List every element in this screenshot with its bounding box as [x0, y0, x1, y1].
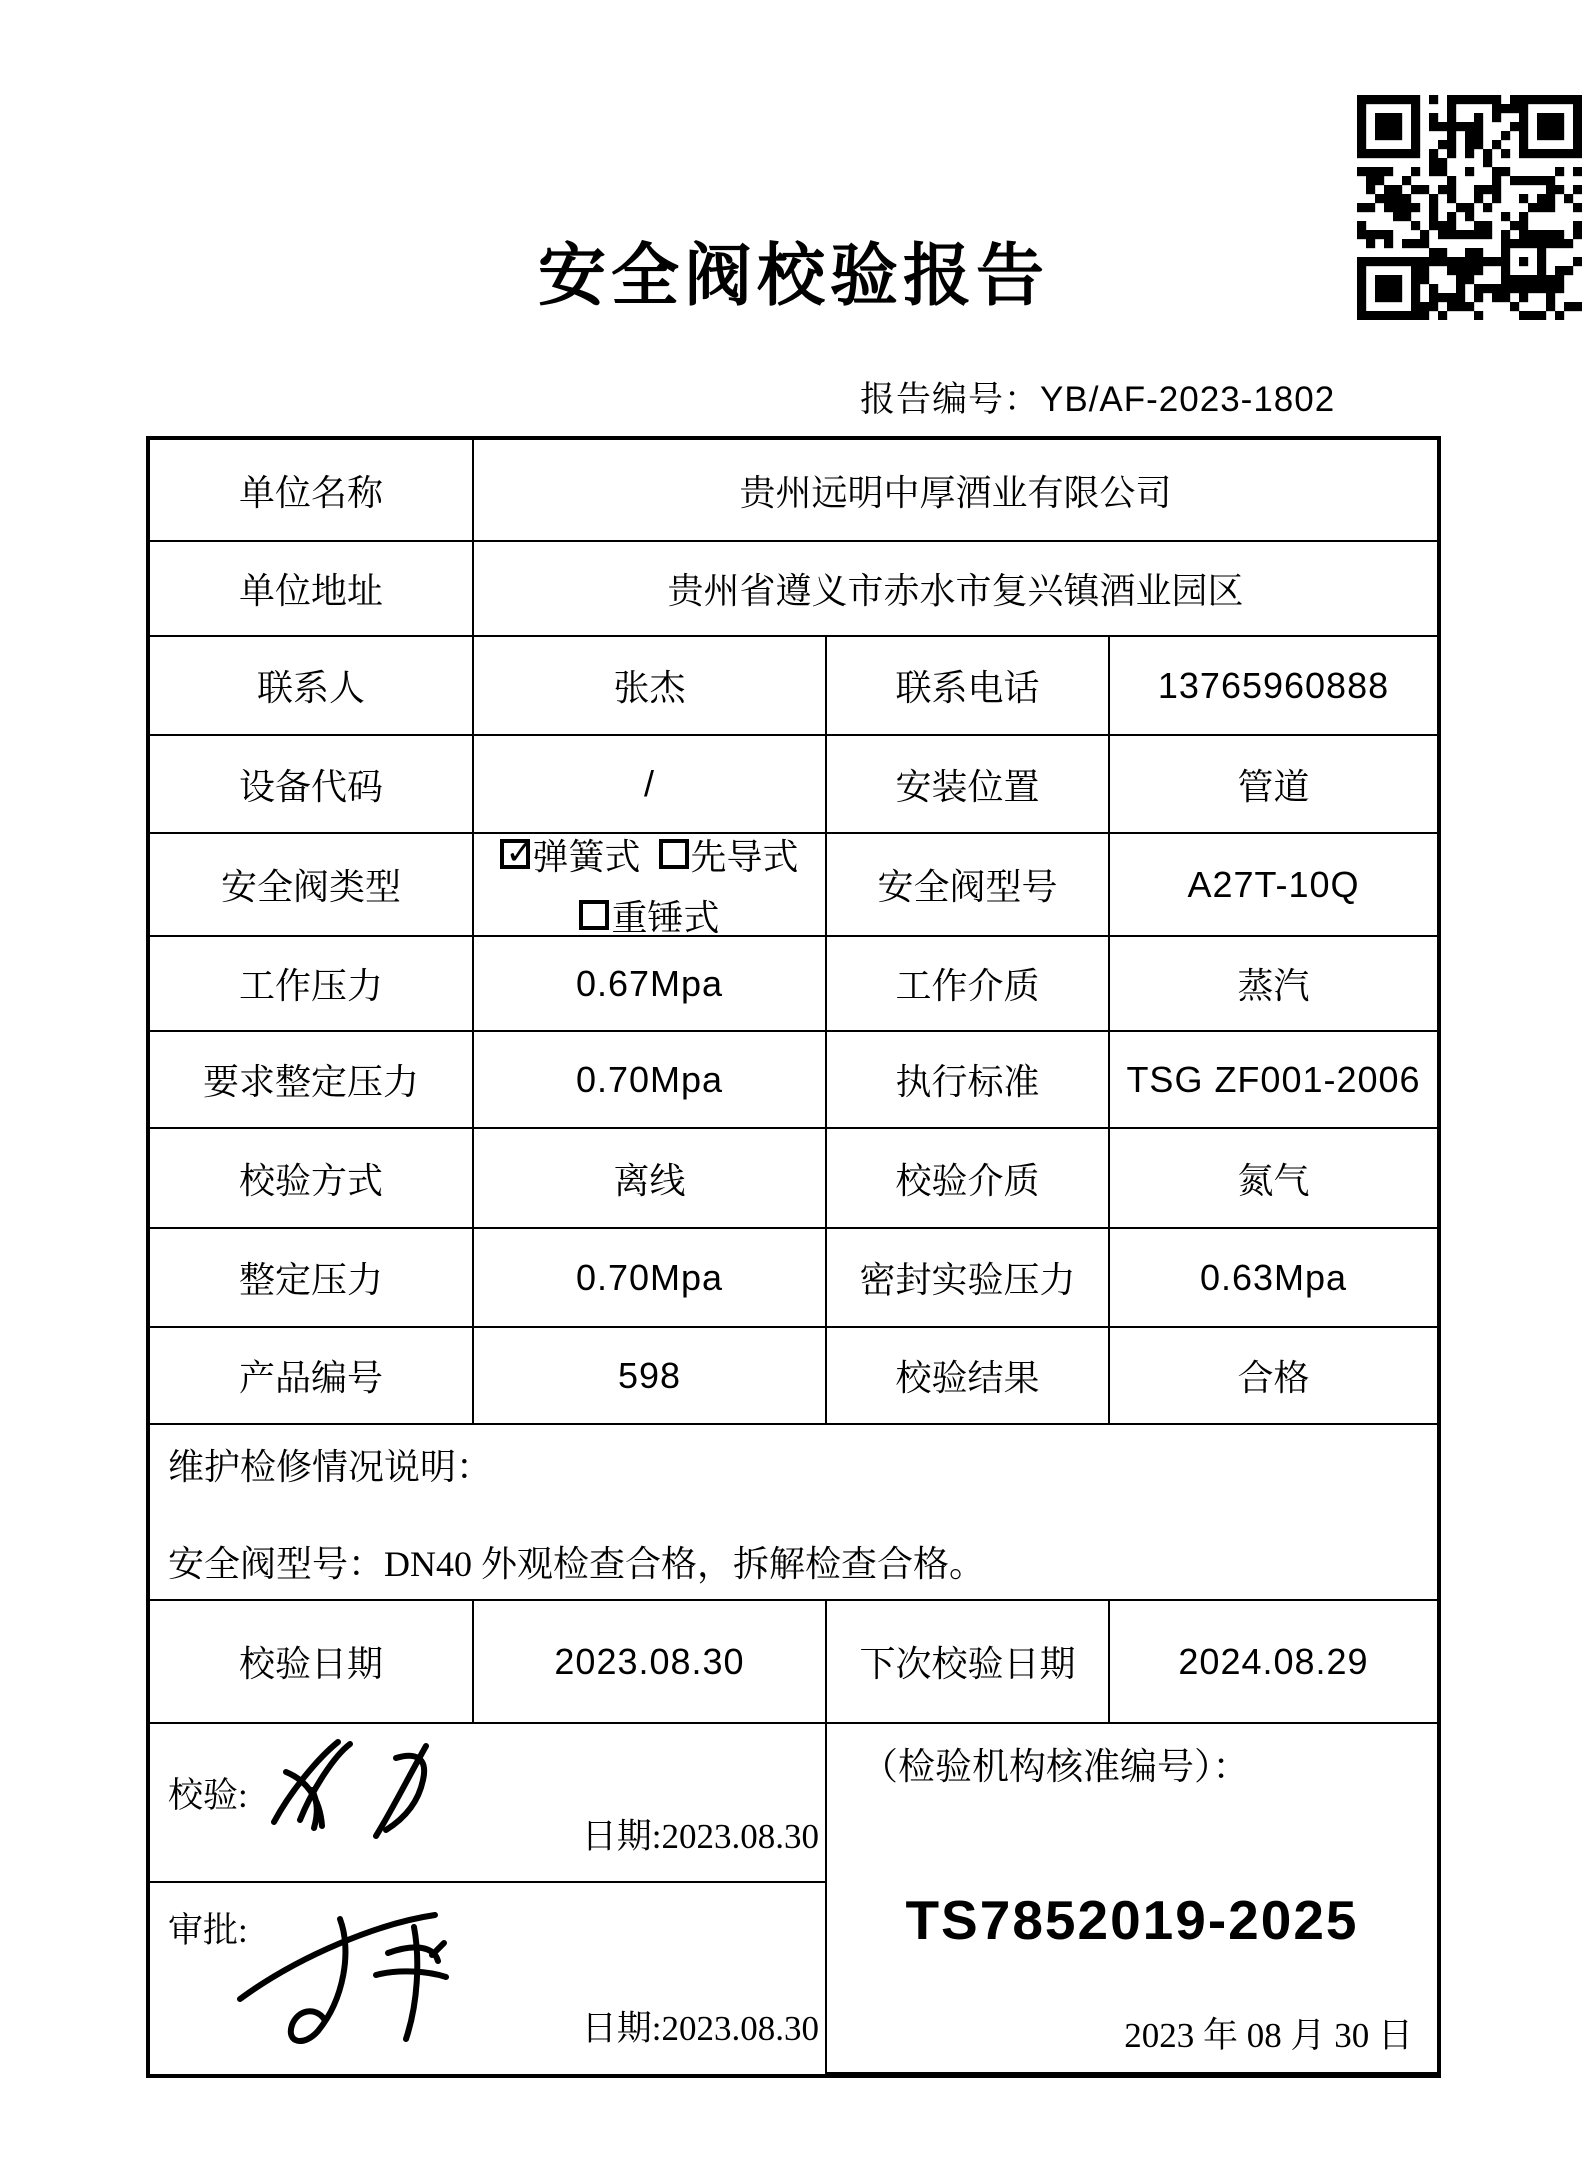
qr-code-icon [1357, 95, 1582, 320]
phone-value: 13765960888 [1110, 637, 1437, 736]
result-label: 校验结果 [827, 1328, 1110, 1425]
approver-label: 审批: [168, 1911, 248, 1950]
calibration-medium-value: 氮气 [1110, 1129, 1437, 1229]
unchecked-checkbox-icon [659, 839, 689, 869]
phone-label: 联系电话 [827, 637, 1110, 736]
seal-test-pressure-value: 0.63Mpa [1110, 1229, 1437, 1328]
valve-model-label: 安全阀型号 [827, 834, 1110, 937]
contact-label: 联系人 [150, 637, 474, 736]
org-approval-date: 2023 年 08 月 30 日 [1124, 2016, 1413, 2055]
calibration-method-label: 校验方式 [150, 1129, 474, 1229]
valve-model-value: A27T-10Q [1110, 834, 1437, 937]
maintenance-note-cell [150, 1425, 1437, 1601]
unit-name-value: 贵州远明中厚酒业有限公司 [474, 440, 1437, 542]
maintenance-note-title: 维护检修情况说明： [168, 1447, 493, 1487]
next-calibration-date-label: 下次校验日期 [827, 1601, 1110, 1724]
verifier-sign-cell [150, 1724, 827, 1883]
required-set-pressure-label: 要求整定压力 [150, 1032, 474, 1129]
set-pressure-label: 整定压力 [150, 1229, 474, 1328]
report-number-label: 报告编号： [860, 380, 1041, 419]
seal-test-pressure-label: 密封实验压力 [827, 1229, 1110, 1328]
set-pressure-value: 0.70Mpa [474, 1229, 827, 1328]
device-code-label: 设备代码 [150, 736, 474, 834]
valve-type-label: 安全阀类型 [150, 834, 474, 937]
product-number-label: 产品编号 [150, 1328, 474, 1425]
install-location-label: 安装位置 [827, 736, 1110, 834]
approver-date: 日期:2023.08.30 [581, 2009, 819, 2048]
valve-type-option-pilot: 先导式 [659, 834, 799, 880]
next-calibration-date-value: 2024.08.29 [1110, 1601, 1437, 1724]
checked-checkbox-icon [500, 839, 530, 869]
required-set-pressure-value: 0.70Mpa [474, 1032, 827, 1129]
valve-type-option-spring: ✓ 弹簧式 [500, 834, 640, 880]
unchecked-checkbox-icon [579, 900, 609, 930]
device-code-value: / [474, 736, 827, 834]
unit-address-value: 贵州省遵义市赤水市复兴镇酒业园区 [474, 542, 1437, 637]
calibration-date-label: 校验日期 [150, 1601, 474, 1724]
result-value: 合格 [1110, 1328, 1437, 1425]
calibration-medium-label: 校验介质 [827, 1129, 1110, 1229]
page-title: 安全阀校验报告 [537, 238, 1049, 314]
unit-address-label: 单位地址 [150, 542, 474, 637]
approver-name [488, 1883, 489, 1884]
org-approval-code: TS7852019-2025 [905, 1889, 1359, 1951]
standard-value: TSG ZF001-2006 [1110, 1032, 1437, 1129]
standard-label: 执行标准 [827, 1032, 1110, 1129]
valve-type-option-weight: 重锤式 [579, 890, 719, 938]
report-number [860, 372, 1335, 422]
calibration-method-value: 离线 [474, 1129, 827, 1229]
product-number-value: 598 [474, 1328, 827, 1425]
valve-type-options [474, 834, 827, 937]
maintenance-note-text: 安全阀型号：DN40 外观检查合格，拆解检查合格。 [168, 1544, 985, 1584]
verifier-name [488, 1724, 489, 1725]
work-pressure-value: 0.67Mpa [474, 937, 827, 1032]
report-number-value: YB/AF-2023-1802 [1040, 380, 1336, 419]
work-pressure-label: 工作压力 [150, 937, 474, 1032]
work-medium-value: 蒸汽 [1110, 937, 1437, 1032]
unit-name-label: 单位名称 [150, 440, 474, 542]
verifier-signature [246, 1730, 486, 1870]
work-medium-label: 工作介质 [827, 937, 1110, 1032]
report-table [146, 436, 1441, 2078]
verifier-label: 校验: [168, 1776, 248, 1815]
org-approval-label: （检验机构核准编号）： [861, 1747, 1250, 1788]
approver-signature [210, 1907, 500, 2072]
org-approval-cell [827, 1724, 1437, 2074]
verifier-date: 日期:2023.08.30 [581, 1817, 819, 1856]
approver-sign-cell [150, 1883, 827, 2074]
calibration-date-value: 2023.08.30 [474, 1601, 827, 1724]
install-location-value: 管道 [1110, 736, 1437, 834]
contact-value: 张杰 [474, 637, 827, 736]
